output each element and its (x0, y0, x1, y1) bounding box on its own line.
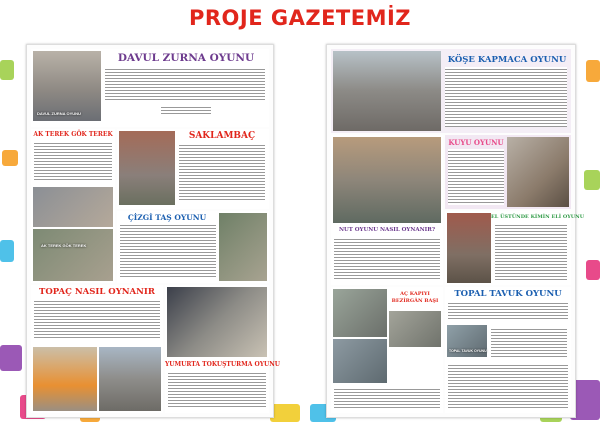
article-ac-kapiyi (331, 287, 443, 413)
article-text (491, 327, 567, 357)
photo-caption: DAVUL ZURNA OYUNU (37, 111, 81, 116)
photo-caption: AK TEREK GÖK TEREK (41, 243, 87, 248)
article-ak-terek (31, 129, 115, 283)
right-page (326, 44, 585, 418)
article-saklambac (117, 129, 269, 209)
article-photo (33, 51, 101, 121)
article-davul-zurna (31, 49, 269, 127)
article-text (168, 371, 266, 407)
article-photo (507, 137, 569, 207)
article-photo (167, 287, 267, 357)
puzzle-piece (0, 345, 22, 371)
page-title: PROJE GAZETEMİZ (188, 6, 412, 30)
article-yumurta (165, 285, 280, 413)
photo-caption: TOPAL TAVUK OYUNU (449, 349, 487, 353)
article-photo (33, 187, 113, 227)
article-photo (333, 339, 387, 383)
article-topal-tavuk (445, 287, 571, 413)
article-photo (119, 131, 175, 205)
puzzle-piece (0, 60, 14, 80)
article-photo (33, 229, 113, 281)
article-photo (333, 51, 441, 131)
article-nut (331, 135, 443, 285)
article-photo (333, 137, 441, 223)
article-title: DAVUL ZURNA OYUNU (117, 52, 255, 64)
article-photo (99, 347, 161, 411)
puzzle-piece (270, 404, 300, 422)
puzzle-piece (2, 150, 18, 166)
article-title: TOPAL TAVUK OYUNU (454, 289, 562, 299)
puzzle-piece (0, 240, 14, 262)
article-text (34, 141, 112, 181)
article-topac (31, 285, 163, 413)
article-kose-kapmaca (331, 49, 571, 133)
article-signature (161, 105, 211, 114)
puzzle-piece (586, 260, 600, 280)
article-title: EL ÜSTÜNDE KİMİN ELİ OYUNU (491, 214, 585, 220)
article-text (448, 149, 504, 205)
article-text (334, 237, 440, 281)
article-el-ustunde (445, 211, 585, 285)
article-text (120, 223, 216, 277)
article-text (179, 143, 265, 201)
article-kuyu (445, 135, 571, 209)
puzzle-piece (584, 170, 600, 190)
article-title: AÇ KAPIYI BEZİRGÂN BAŞI (391, 291, 439, 304)
puzzle-piece (586, 60, 600, 82)
article-photo (389, 311, 441, 347)
article-text (105, 67, 265, 101)
article-title: KÖŞE KAPMACA OYUNU (447, 55, 567, 65)
article-title: SAKLAMBAÇ (188, 131, 256, 141)
article-photo (447, 213, 491, 283)
article-text (445, 67, 567, 127)
article-photo (333, 289, 387, 337)
article-text (334, 387, 440, 409)
article-text (448, 363, 568, 409)
article-title: AK TEREK GÖK TEREK (33, 131, 113, 138)
article-text (34, 299, 160, 339)
article-photo (33, 347, 97, 411)
article-title: TOPAÇ NASIL OYNANIR (39, 287, 155, 297)
article-text (448, 301, 568, 321)
article-title: YUMURTA TOKUŞTURMA OYUNU (165, 361, 280, 368)
article-photo (447, 325, 487, 357)
article-cizgi-tas (117, 211, 269, 283)
left-page (26, 44, 280, 418)
article-title: KUYU OYUNU (448, 138, 504, 147)
article-photo (219, 213, 267, 281)
article-text (495, 223, 567, 281)
article-title: NUT OYUNU NASIL OYNANIR? (338, 227, 436, 233)
article-title: ÇİZGİ TAŞ OYUNU (127, 213, 207, 222)
